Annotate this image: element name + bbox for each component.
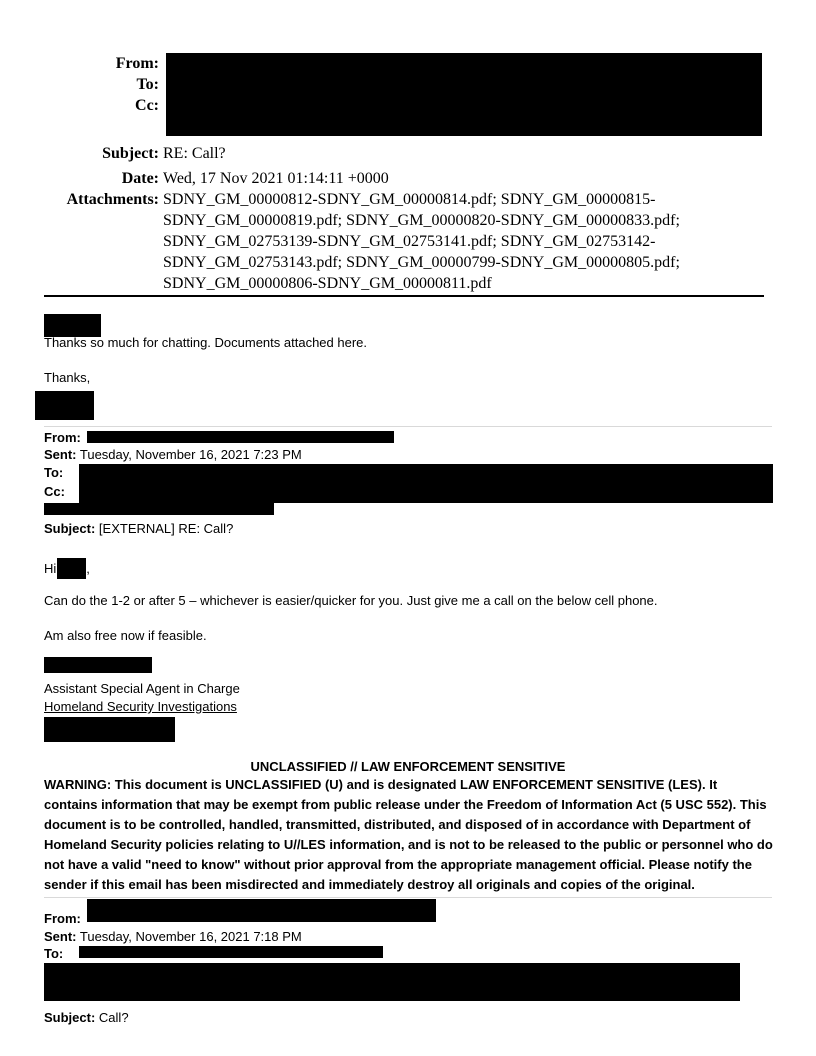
cc-label: Cc: bbox=[135, 97, 159, 114]
msg1-sent-value: Tuesday, November 16, 2021 7:23 PM bbox=[79, 447, 302, 462]
greeting: Hi bbox=[44, 561, 57, 576]
msg1-from-label: From: bbox=[44, 430, 81, 445]
attachments-label: Attachments: bbox=[66, 191, 159, 208]
message-divider bbox=[44, 897, 772, 898]
msg2-subject-label: Subject: bbox=[44, 1010, 96, 1025]
redaction-recipients bbox=[166, 53, 762, 136]
attachment-line[interactable]: SDNY_GM_02753139-SDNY_GM_02753141.pdf; SDNY_GM_02753142- bbox=[163, 233, 656, 250]
attachment-line[interactable]: SDNY_GM_02753143.pdf; SDNY_GM_00000799-SDNY_GM_00000805.pdf; bbox=[163, 254, 680, 271]
msg2-subject-value: Call? bbox=[98, 1010, 129, 1025]
subject-value: RE: Call? bbox=[163, 145, 226, 162]
msg2-from-label: From: bbox=[44, 911, 81, 926]
header-divider bbox=[44, 295, 764, 297]
to-label: To: bbox=[136, 76, 159, 93]
les-warning: WARNING: This document is UNCLASSIFIED (U) and is designated LAW ENFORCEMENT SENSITIVE (LES). It contains information that may be exempt from public release under the Freedom of Information Act (5 USC 552). This document is to be controlled, handled, transmitted, distributed, and disposed of in accordance with Department of Homeland Security policies relating to U//LES information, and is not to be released to the public or personnel who do not have a valid "need to know" without prior approval from the appropriate management official. Please notify the sender if this email has been misdirected and immediately destroy all originals and copies of the original. bbox=[44, 777, 773, 892]
msg1-para2: Am also free now if feasible. bbox=[44, 628, 207, 643]
redaction-from bbox=[87, 899, 436, 922]
attachment-line[interactable]: SDNY_GM_00000812-SDNY_GM_00000814.pdf; SDNY_GM_00000815- bbox=[163, 191, 656, 208]
subject-label: Subject: bbox=[102, 145, 159, 162]
reply-body: Thanks so much for chatting. Documents attached here. bbox=[44, 335, 368, 350]
redaction-to-cc bbox=[79, 464, 773, 503]
message-divider bbox=[44, 426, 772, 427]
msg1-para1: Can do the 1-2 or after 5 – whichever is easier/quicker for you. Just give me a call on the below cell phone. bbox=[44, 593, 658, 608]
msg1-cc-label: Cc: bbox=[44, 484, 65, 499]
msg1-subject-value: [EXTERNAL] RE: Call? bbox=[98, 521, 234, 536]
greeting-line bbox=[44, 558, 90, 579]
greeting-comma: , bbox=[86, 561, 90, 576]
classification-banner: UNCLASSIFIED // LAW ENFORCEMENT SENSITIVE bbox=[250, 759, 566, 774]
redaction-cc bbox=[44, 963, 740, 1001]
redaction-to bbox=[79, 946, 383, 958]
redaction-cc-cont bbox=[44, 503, 274, 515]
attachment-line[interactable]: SDNY_GM_00000819.pdf; SDNY_GM_00000820-SDNY_GM_00000833.pdf; bbox=[163, 212, 680, 229]
from-label: From: bbox=[115, 55, 159, 72]
redaction-greeting-name bbox=[57, 558, 86, 579]
date-label: Date: bbox=[121, 170, 159, 187]
msg2-sent-value: Tuesday, November 16, 2021 7:18 PM bbox=[79, 929, 302, 944]
sig-org: Homeland Security Investigations bbox=[44, 699, 237, 714]
redaction-salutation bbox=[44, 314, 101, 337]
msg1-subject-label: Subject: bbox=[44, 521, 96, 536]
attachment-line[interactable]: SDNY_GM_00000806-SDNY_GM_00000811.pdf bbox=[163, 275, 492, 292]
sig-title: Assistant Special Agent in Charge bbox=[44, 681, 240, 696]
msg1-sent-label: Sent: bbox=[44, 447, 77, 462]
date-value: Wed, 17 Nov 2021 01:14:11 +0000 bbox=[163, 170, 389, 187]
msg2-sent-label: Sent: bbox=[44, 929, 77, 944]
reply-signoff: Thanks, bbox=[44, 370, 91, 385]
msg2-to-label: To: bbox=[44, 946, 64, 961]
redaction-from bbox=[87, 431, 394, 443]
msg1-to-label: To: bbox=[44, 465, 64, 480]
redaction-signature bbox=[35, 391, 94, 420]
redaction-sig-contact bbox=[44, 717, 175, 742]
redaction-sig-name bbox=[44, 657, 152, 673]
